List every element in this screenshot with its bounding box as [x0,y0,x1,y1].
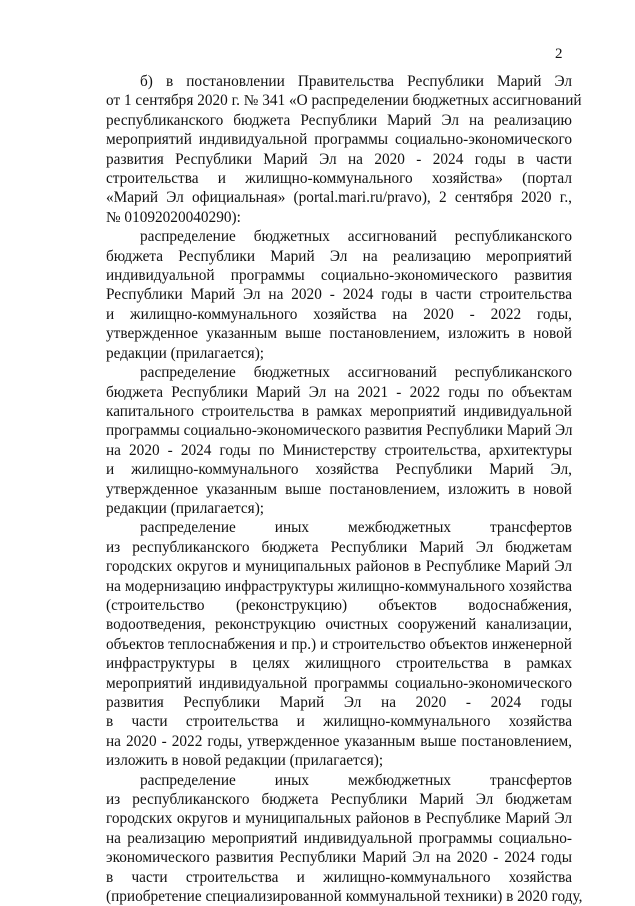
paragraph [106,72,582,227]
text-line: бюджета Республики Марий Эл на реализацию мероприятий [106,247,572,265]
text-line: (строительство (реконструкцию) объектов водоснабжения, [106,596,572,614]
text-line: мероприятий индивидуальной программы социально-экономического [106,131,572,149]
text-line: № 01092020040290): [106,208,241,226]
text-line: редакции (прилагается); [106,499,265,517]
text-line: в части строительства и жилищно-коммунального хозяйства [106,713,572,731]
paragraph [106,518,572,770]
text-line: на 2020 - 2024 годы по Министерству строительства, архитектуры [106,441,572,459]
text-line: и жилищно-коммунального хозяйства Республики Марий Эл, [106,461,572,479]
text-line: развития Республики Марий Эл на 2020 - 2024 годы [106,694,572,711]
text-line: «Марий Эл официальная» (portal.mari.ru/pravo), 2 сентября 2020 г., [106,189,572,207]
text-line: распределение бюджетных ассигнований республиканского [140,228,572,246]
text-line: республиканского бюджета Республики Марий Эл на реализацию [106,111,572,129]
text-line: от 1 сентября 2020 г. № 341 «О распределении бюджетных ассигнований [106,92,582,110]
paragraph [106,771,583,906]
text-line: городских округов и муниципальных районов в Республике Марий Эл [106,558,572,576]
text-line: капитального строительства в рамках мероприятий индивидуальной [106,402,572,420]
text-line: программы социально-экономического развития Республики Марий Эл [106,422,573,440]
text-line: экономического развития Республики Марий Эл на 2020 - 2024 годы [106,849,572,867]
document-body [106,72,583,906]
text-line: объектов теплоснабжения и пр.) и строительство объектов инженерной [106,635,572,653]
text-line: строительства и жилищно-коммунального хозяйства» (портал [106,170,572,188]
text-line: в части строительства и жилищно-коммунального хозяйства [106,868,572,886]
text-line: на реализацию мероприятий индивидуальной программы социально- [106,829,572,847]
text-line: из республиканского бюджета Республики Марий Эл бюджетам [106,538,572,556]
page-number: 2 [555,46,563,62]
text-line: индивидуальной программы социально-экономического развития [106,267,572,285]
text-line: Республики Марий Эл на 2020 - 2024 годы в части строительства [106,286,572,304]
text-line: мероприятий индивидуальной программы социально-экономического [106,674,572,692]
text-line: изложить в новой редакции (прилагается); [106,752,384,770]
text-line: городских округов и муниципальных районов в Республике Марий Эл [106,810,572,828]
text-line: распределение иных межбюджетных трансфертов [140,519,572,537]
text-line: на 2020 - 2022 годы, утвержденное указанным выше постановлением, [106,732,572,750]
text-line: из республиканского бюджета Республики Марий Эл бюджетам [106,791,572,809]
text-line: на модернизацию инфраструктуры жилищно-коммунального хозяйства [106,577,572,595]
text-line: распределение бюджетных ассигнований республиканского [140,364,572,382]
text-line: водоотведения, реконструкцию очистных сооружений канализации, [106,616,572,634]
text-line: (приобретение специализированной коммунальной техники) в 2020 году, [106,888,583,906]
text-line: утвержденное указанным выше постановлением, изложить в новой [106,325,572,343]
text-line: б) в постановлении Правительства Республики Марий Эл [140,73,572,90]
text-line: и жилищно-коммунального хозяйства на 2020 - 2022 годы, [106,305,572,323]
text-line: распределение иных межбюджетных трансфертов [140,771,572,789]
text-line: бюджета Республики Марий Эл на 2021 - 2022 годы по объектам [106,383,572,401]
paragraph [106,227,572,363]
text-line: утвержденное указанным выше постановлением, изложить в новой [106,480,572,498]
text-line: развития Республики Марий Эл на 2020 - 2024 годы в части [106,150,572,168]
text-line: инфраструктуры в целях жилищного строительства в рамках [106,655,572,673]
paragraph [106,363,572,518]
text-line: редакции (прилагается); [106,344,265,362]
